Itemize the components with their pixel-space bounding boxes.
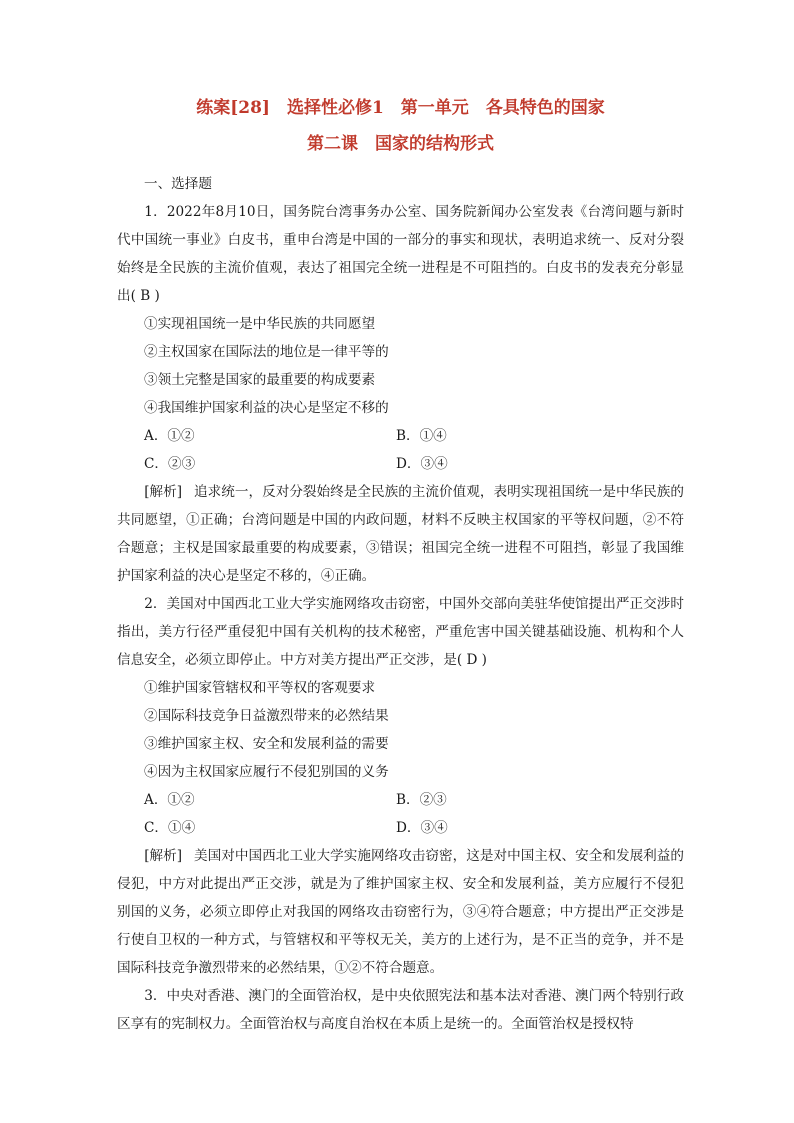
analysis-label: [解析] [144,484,183,500]
question-2-item-2: ②国际科技竞争日益激烈带来的必然结果 [144,708,389,724]
analysis-label: [解析] [144,848,183,864]
question-3-stem: 3．中央对香港、澳门的全面管治权，是中央依照宪法和基本法对香港、澳门两个特别行政区享有的宪制权力。全面管治权与高度自治权在本质上是统一的。全面管治权是授权特 [117,988,684,1032]
question-1-stem: 1．2022年8月10日，国务院台湾事务办公室、国务院新闻办公室发表《台湾问题与新时代中国统一事业》白皮书，重申台湾是中国的一部分的事实和现状，表明追求统一、反对分裂始终是全民族的主流价值观，表达了祖国完全统一进程是不可阻挡的。白皮书的发表充分彰显出( B ) [117,204,684,304]
choice-d: D．③④ [396,820,448,836]
document-title: 练案[28] 选择性必修1 第一单元 各具特色的国家 [196,98,605,118]
question-2-choices-row-1 [117,786,684,814]
question-2-item-3: ③维护国家主权、安全和发展利益的需要 [144,736,389,752]
question-1-item-1: ①实现祖国统一是中华民族的共同愿望 [144,316,376,332]
question-1-item-2: ②主权国家在国际法的地位是一律平等的 [144,344,389,360]
question-1-choices-row-2 [117,450,684,478]
choice-c: C．②③ [144,456,196,472]
choice-b: B．②③ [396,792,447,808]
question-1-item-3: ③领土完整是国家的最重要的构成要素 [144,372,376,388]
choice-c: C．①④ [144,820,196,836]
question-1-analysis [117,478,684,590]
question-2-item-4: ④因为主权国家应履行不侵犯别国的义务 [144,764,389,780]
choice-a: A．①② [144,792,195,808]
document-body [117,170,684,1038]
question-1-choices-row-1 [117,422,684,450]
choice-a: A．①② [144,428,195,444]
analysis-text: 美国对中国西北工业大学实施网络攻击窃密，这是对中国主权、安全和发展利益的侵犯，中方对此提出严正交涉，就是为了维护国家主权、安全和发展利益，美方应履行不侵犯别国的义务，必须立即停止对我国的网络攻击窃密行为，③④符合题意；中方提出严正交涉是行使自卫权的一种方式，与管辖权和平等权无关，美方的上述行为，是不正当的竞争，并不是国际科技竞争激烈带来的必然结果，①②不符合题意。 [117,848,684,976]
question-2-stem: 2．美国对中国西北工业大学实施网络攻击窃密，中国外交部向美驻华使馆提出严正交涉时指出，美方行径严重侵犯中国有关机构的技术秘密，严重危害中国关键基础设施、机构和个人信息安全，必须立即停止。中方对美方提出严正交涉，是( D ) [117,596,684,668]
choice-b: B．①④ [396,428,447,444]
question-1-item-4: ④我国维护国家利益的决心是坚定不移的 [144,400,389,416]
question-2-analysis [117,842,684,982]
lesson-title: 第二课 国家的结构形式 [307,134,494,154]
question-2-item-1: ①维护国家管辖权和平等权的客观要求 [144,680,376,696]
section-heading: 一、选择题 [144,176,212,192]
analysis-text: 追求统一，反对分裂始终是全民族的主流价值观，表明实现祖国统一是中华民族的共同愿望，①正确；台湾问题是中国的内政问题，材料不反映主权国家的平等权问题，②不符合题意；主权是国家最重要的构成要素，③错误；祖国完全统一进程不可阻挡，彰显了我国维护国家利益的决心是坚定不移的，④正确。 [117,484,684,584]
question-2-choices-row-2 [117,814,684,842]
choice-d: D．③④ [396,456,448,472]
